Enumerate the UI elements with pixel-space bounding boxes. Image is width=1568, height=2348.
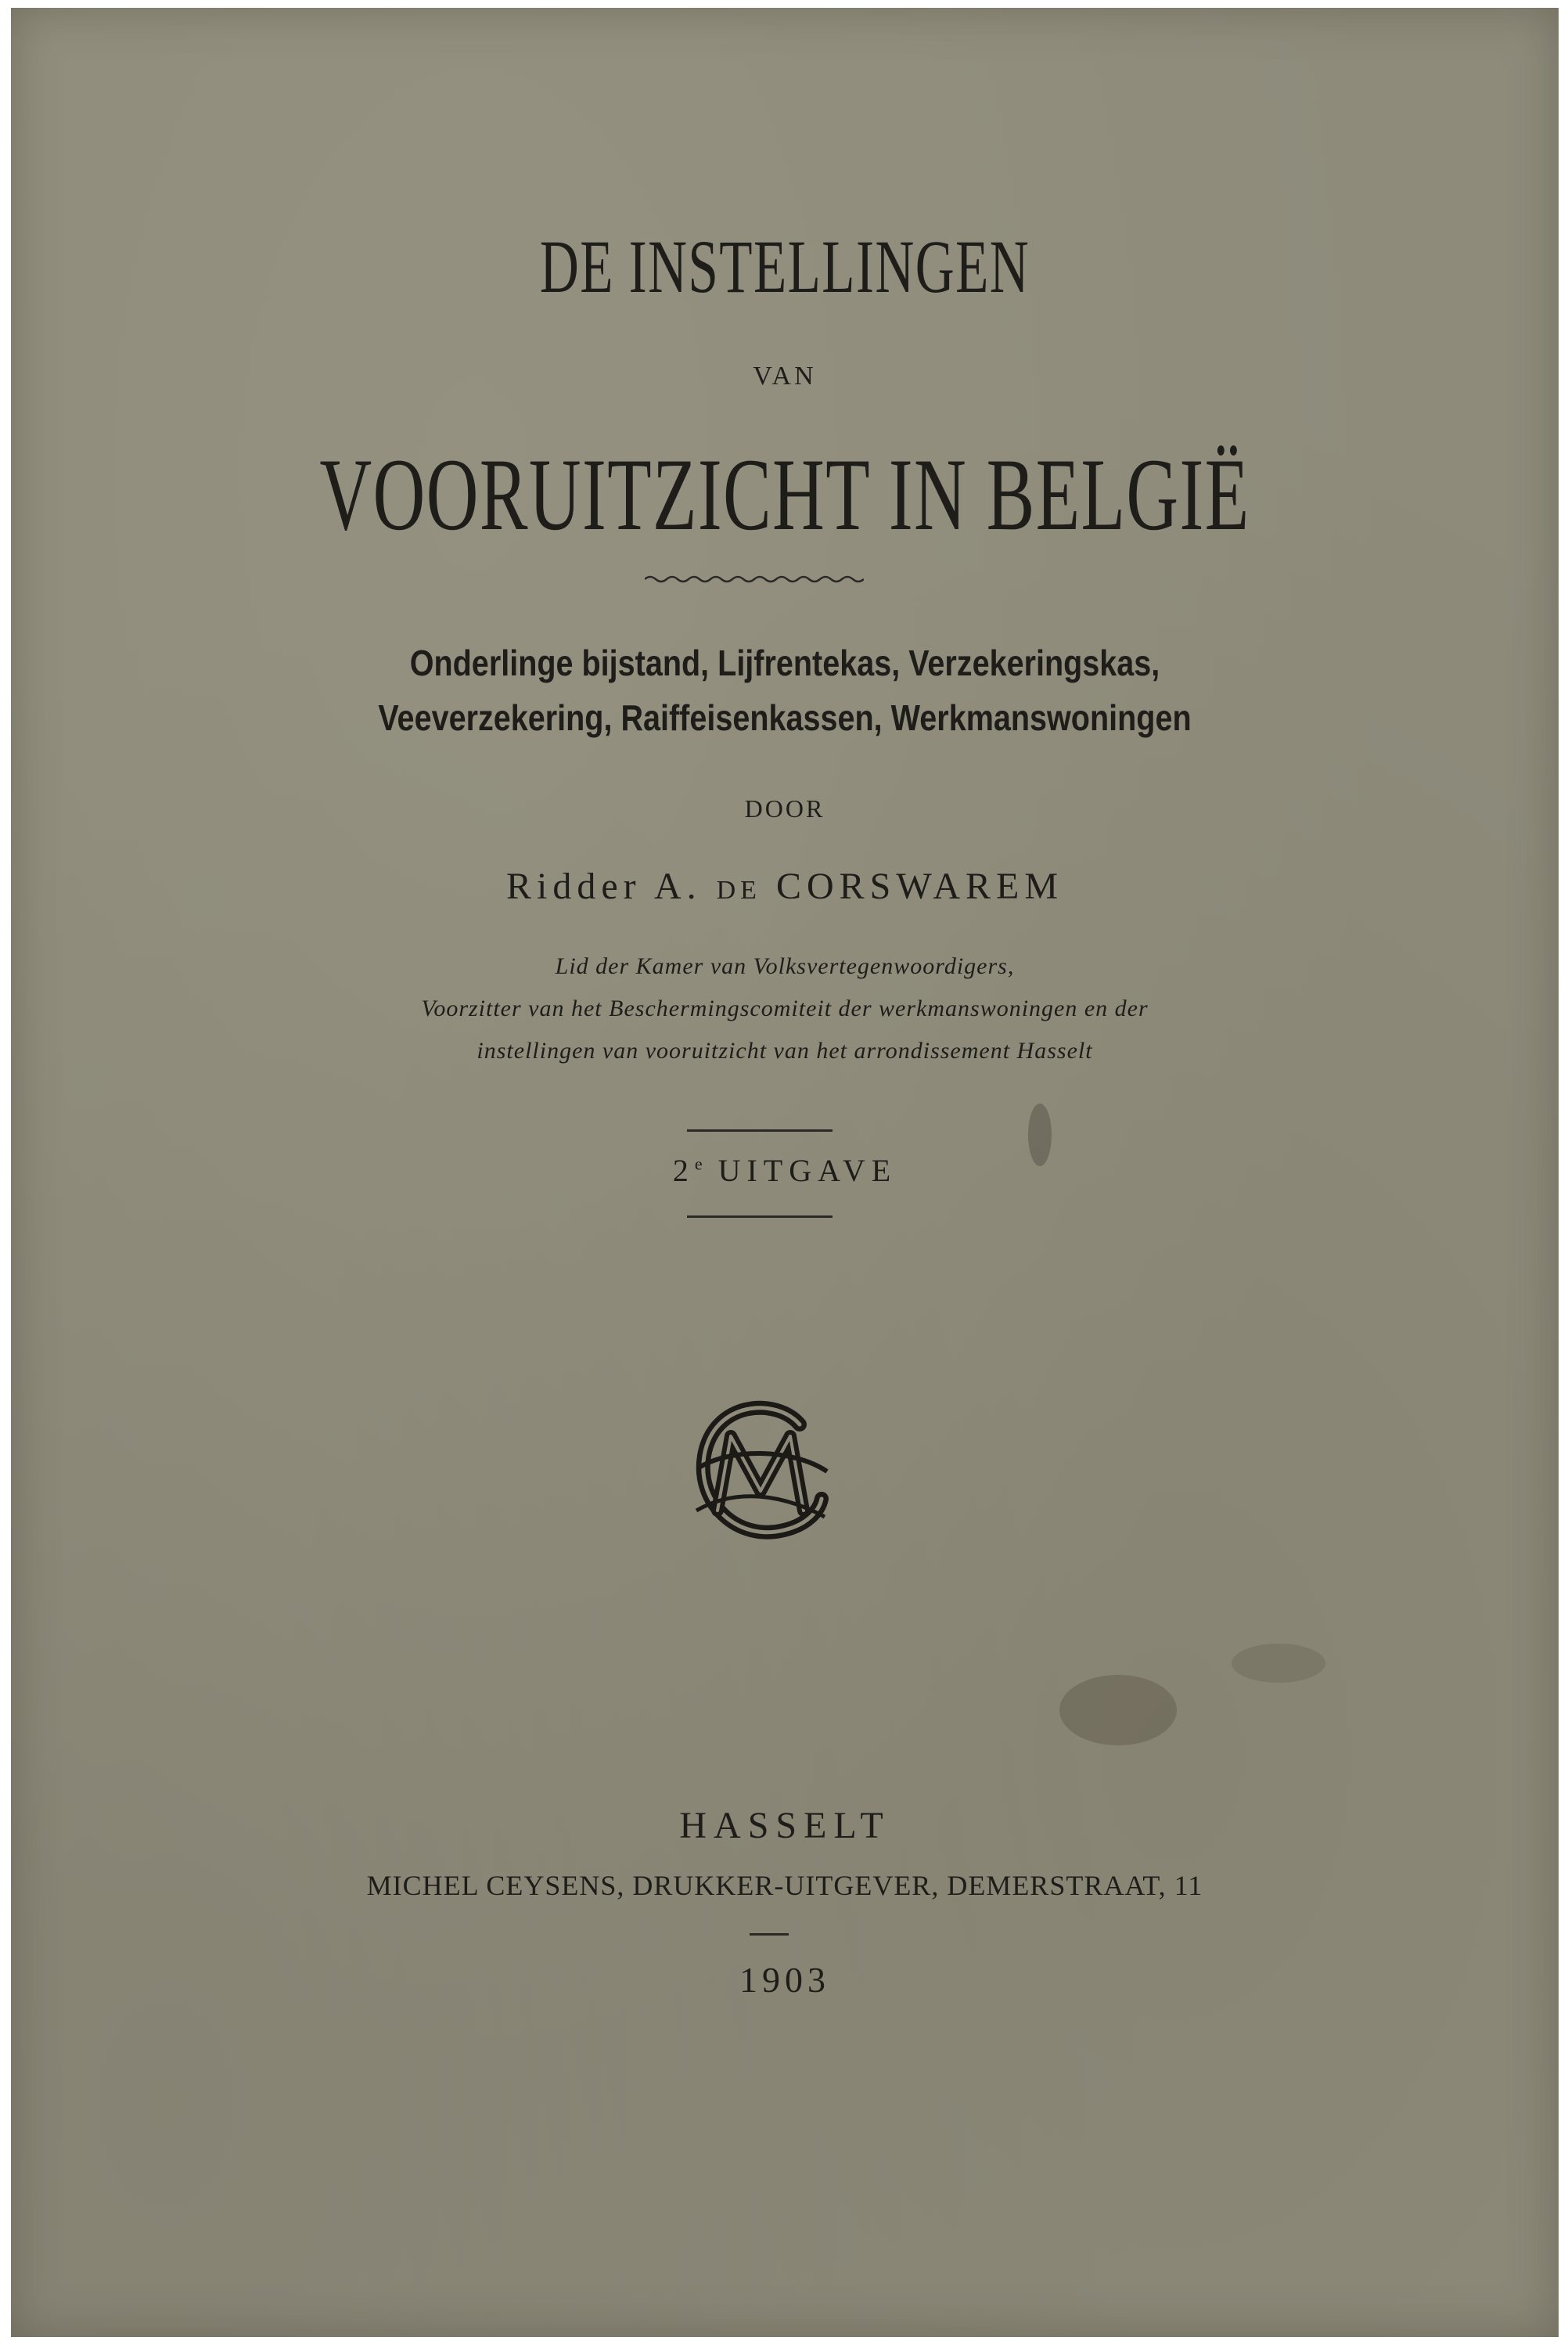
publisher-imprint: MICHEL CEYSENS, DRUKKER-UITGEVER, DEMERSTRAAT, 11: [366, 1870, 1203, 1901]
subtitle-line-2: Veeverzekering, Raiffeisenkassen, Werkmanswoningen: [378, 697, 1192, 738]
year-rule: [750, 1933, 789, 1936]
book-cover: [11, 8, 1559, 2337]
edition-rule-bottom: [687, 1215, 833, 1218]
title-connector: VAN: [753, 362, 817, 391]
paper-stain: [1028, 1104, 1052, 1166]
paper-stain: [1232, 1644, 1325, 1683]
author-role-line-3: instellingen van vooruitzicht van het arrondissement Hasselt: [477, 1038, 1093, 1064]
publication-city: HASSELT: [679, 1805, 890, 1846]
title-line-2: VOORUITZICHT IN BELGIË: [319, 437, 1250, 552]
author-role-line-1: Lid der Kamer van Volksvertegenwoordigers,: [555, 953, 1015, 979]
paper-stain: [1059, 1675, 1177, 1745]
author-surname: CORSWAREM: [775, 866, 1064, 907]
edition-number: 2: [672, 1153, 695, 1188]
subtitle-line-1: Onderlinge bijstand, Lijfrentekas, Verzekeringskas,: [409, 643, 1160, 683]
ornamental-rule: [645, 573, 864, 584]
edition: [11, 1152, 1559, 1189]
title-line-1: DE INSTELLINGEN: [539, 225, 1030, 308]
edition-label: UITGAVE: [717, 1153, 897, 1188]
publisher-monogram: [682, 1393, 839, 1558]
by-label: DOOR: [744, 794, 825, 823]
author-name: [11, 865, 1559, 908]
edition-superscript: e: [694, 1154, 704, 1174]
author-prefix: Ridder A.: [505, 866, 702, 907]
edition-rule-top: [687, 1129, 833, 1132]
publication-year: 1903: [739, 1960, 830, 2000]
author-role-line-2: Voorzitter van het Beschermingscomiteit der werkmanswoningen en der: [421, 996, 1149, 1021]
author-particle: DE: [716, 876, 761, 905]
